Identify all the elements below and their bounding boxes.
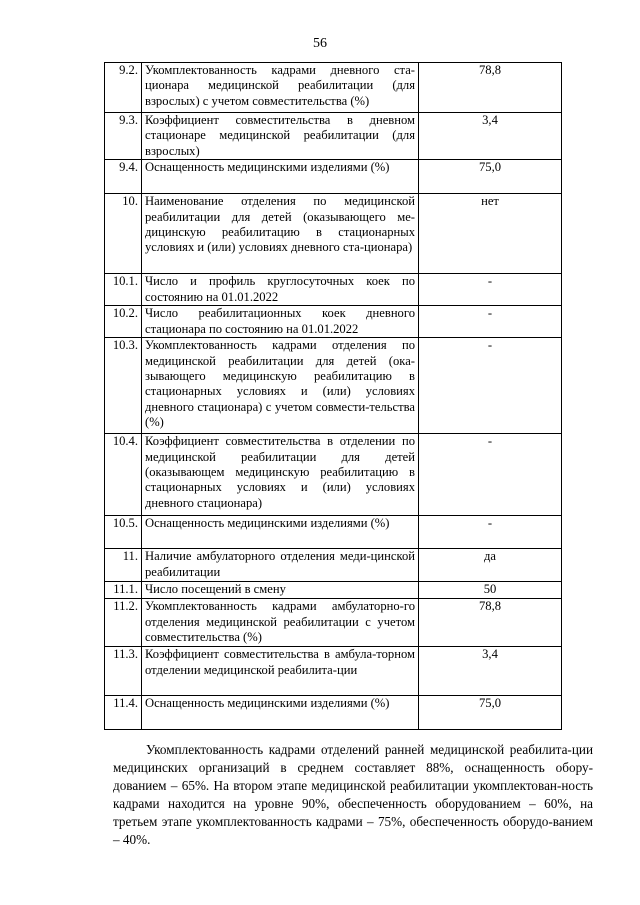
row-value: нет bbox=[419, 194, 562, 274]
row-value: - bbox=[419, 274, 562, 306]
table-row bbox=[105, 63, 562, 113]
row-indicator-name: Коэффициент совместительства в отделении по медицинской реабилитации для детей (оказывающем медицинскую реабилитацию в стационарных условиях и (или) условиях дневного стационара) bbox=[142, 434, 419, 516]
row-value: - bbox=[419, 434, 562, 516]
row-number: 10.1. bbox=[105, 274, 142, 306]
table-row bbox=[105, 599, 562, 647]
row-number: 11.4. bbox=[105, 696, 142, 730]
row-value: да bbox=[419, 549, 562, 582]
table-row bbox=[105, 696, 562, 730]
table-row bbox=[105, 194, 562, 274]
row-indicator-name: Число и профиль круглосуточных коек по состоянию на 01.01.2022 bbox=[142, 274, 419, 306]
table-row bbox=[105, 549, 562, 582]
row-indicator-name: Укомплектованность кадрами дневного ста-ционара медицинской реабилитации (для взрослых) с учетом совместительства (%) bbox=[142, 63, 419, 113]
row-value: - bbox=[419, 306, 562, 338]
row-indicator-name: Число посещений в смену bbox=[142, 582, 419, 599]
row-indicator-name: Оснащенность медицинскими изделиями (%) bbox=[142, 696, 419, 730]
table-row bbox=[105, 306, 562, 338]
row-indicator-name: Наличие амбулаторного отделения меди-цинской реабилитации bbox=[142, 549, 419, 582]
row-value: - bbox=[419, 338, 562, 434]
row-value: 75,0 bbox=[419, 696, 562, 730]
indicators-table bbox=[104, 62, 562, 730]
row-number: 11.3. bbox=[105, 647, 142, 696]
row-indicator-name: Коэффициент совместительства в амбула-торном отделении медицинской реабилита-ции bbox=[142, 647, 419, 696]
summary-paragraph: Укомплектованность кадрами отделений ранней медицинской реабилита-ции медицинских организаций в среднем составляет 88%, оснащенность обору-дованием – 65%. На втором этапе медицинской реабилитации укомплектован-ность кадрами находится на уровне 90%, обеспеченность оборудованием – 60%, на третьем этапе укомплектованность кадрами – 75%, обеспеченность оборудо-ванием – 40%. bbox=[113, 742, 593, 847]
table-row bbox=[105, 434, 562, 516]
row-value: 78,8 bbox=[419, 599, 562, 647]
row-value: 78,8 bbox=[419, 63, 562, 113]
table-row bbox=[105, 274, 562, 306]
row-number: 11.1. bbox=[105, 582, 142, 599]
table-row bbox=[105, 647, 562, 696]
row-value: 75,0 bbox=[419, 160, 562, 194]
row-indicator-name: Укомплектованность кадрами амбулаторно-го отделения медицинской реабилитации с учетом совместительства (%) bbox=[142, 599, 419, 647]
row-indicator-name: Укомплектованность кадрами отделения по медицинской реабилитации для детей (ока-зывающего медицинскую реабилитацию в стационарных условиях и (или) условиях дневного стационара) с учетом совмести-тельства (%) bbox=[142, 338, 419, 434]
row-indicator-name: Наименование отделения по медицинской реабилитации для детей (оказывающего ме-дицинскую реабилитацию в стационарных условиях и (или) условиях дневного ста-ционара) bbox=[142, 194, 419, 274]
row-value: 3,4 bbox=[419, 113, 562, 160]
row-indicator-name: Оснащенность медицинскими изделиями (%) bbox=[142, 160, 419, 194]
row-number: 9.2. bbox=[105, 63, 142, 113]
table-row bbox=[105, 582, 562, 599]
row-indicator-name: Оснащенность медицинскими изделиями (%) bbox=[142, 516, 419, 549]
row-number: 9.3. bbox=[105, 113, 142, 160]
row-number: 11.2. bbox=[105, 599, 142, 647]
row-value: 3,4 bbox=[419, 647, 562, 696]
row-value: - bbox=[419, 516, 562, 549]
row-number: 9.4. bbox=[105, 160, 142, 194]
row-number: 10.5. bbox=[105, 516, 142, 549]
row-number: 10.2. bbox=[105, 306, 142, 338]
table-row bbox=[105, 113, 562, 160]
row-indicator-name: Коэффициент совместительства в дневном стационаре медицинской реабилитации (для взрослых) bbox=[142, 113, 419, 160]
table-row bbox=[105, 516, 562, 549]
row-number: 10.3. bbox=[105, 338, 142, 434]
table-row bbox=[105, 338, 562, 434]
row-value: 50 bbox=[419, 582, 562, 599]
row-indicator-name: Число реабилитационных коек дневного стационара по состоянию на 01.01.2022 bbox=[142, 306, 419, 338]
row-number: 10.4. bbox=[105, 434, 142, 516]
page-number: 56 bbox=[313, 36, 327, 51]
row-number: 11. bbox=[105, 549, 142, 582]
row-number: 10. bbox=[105, 194, 142, 274]
table-row bbox=[105, 160, 562, 194]
